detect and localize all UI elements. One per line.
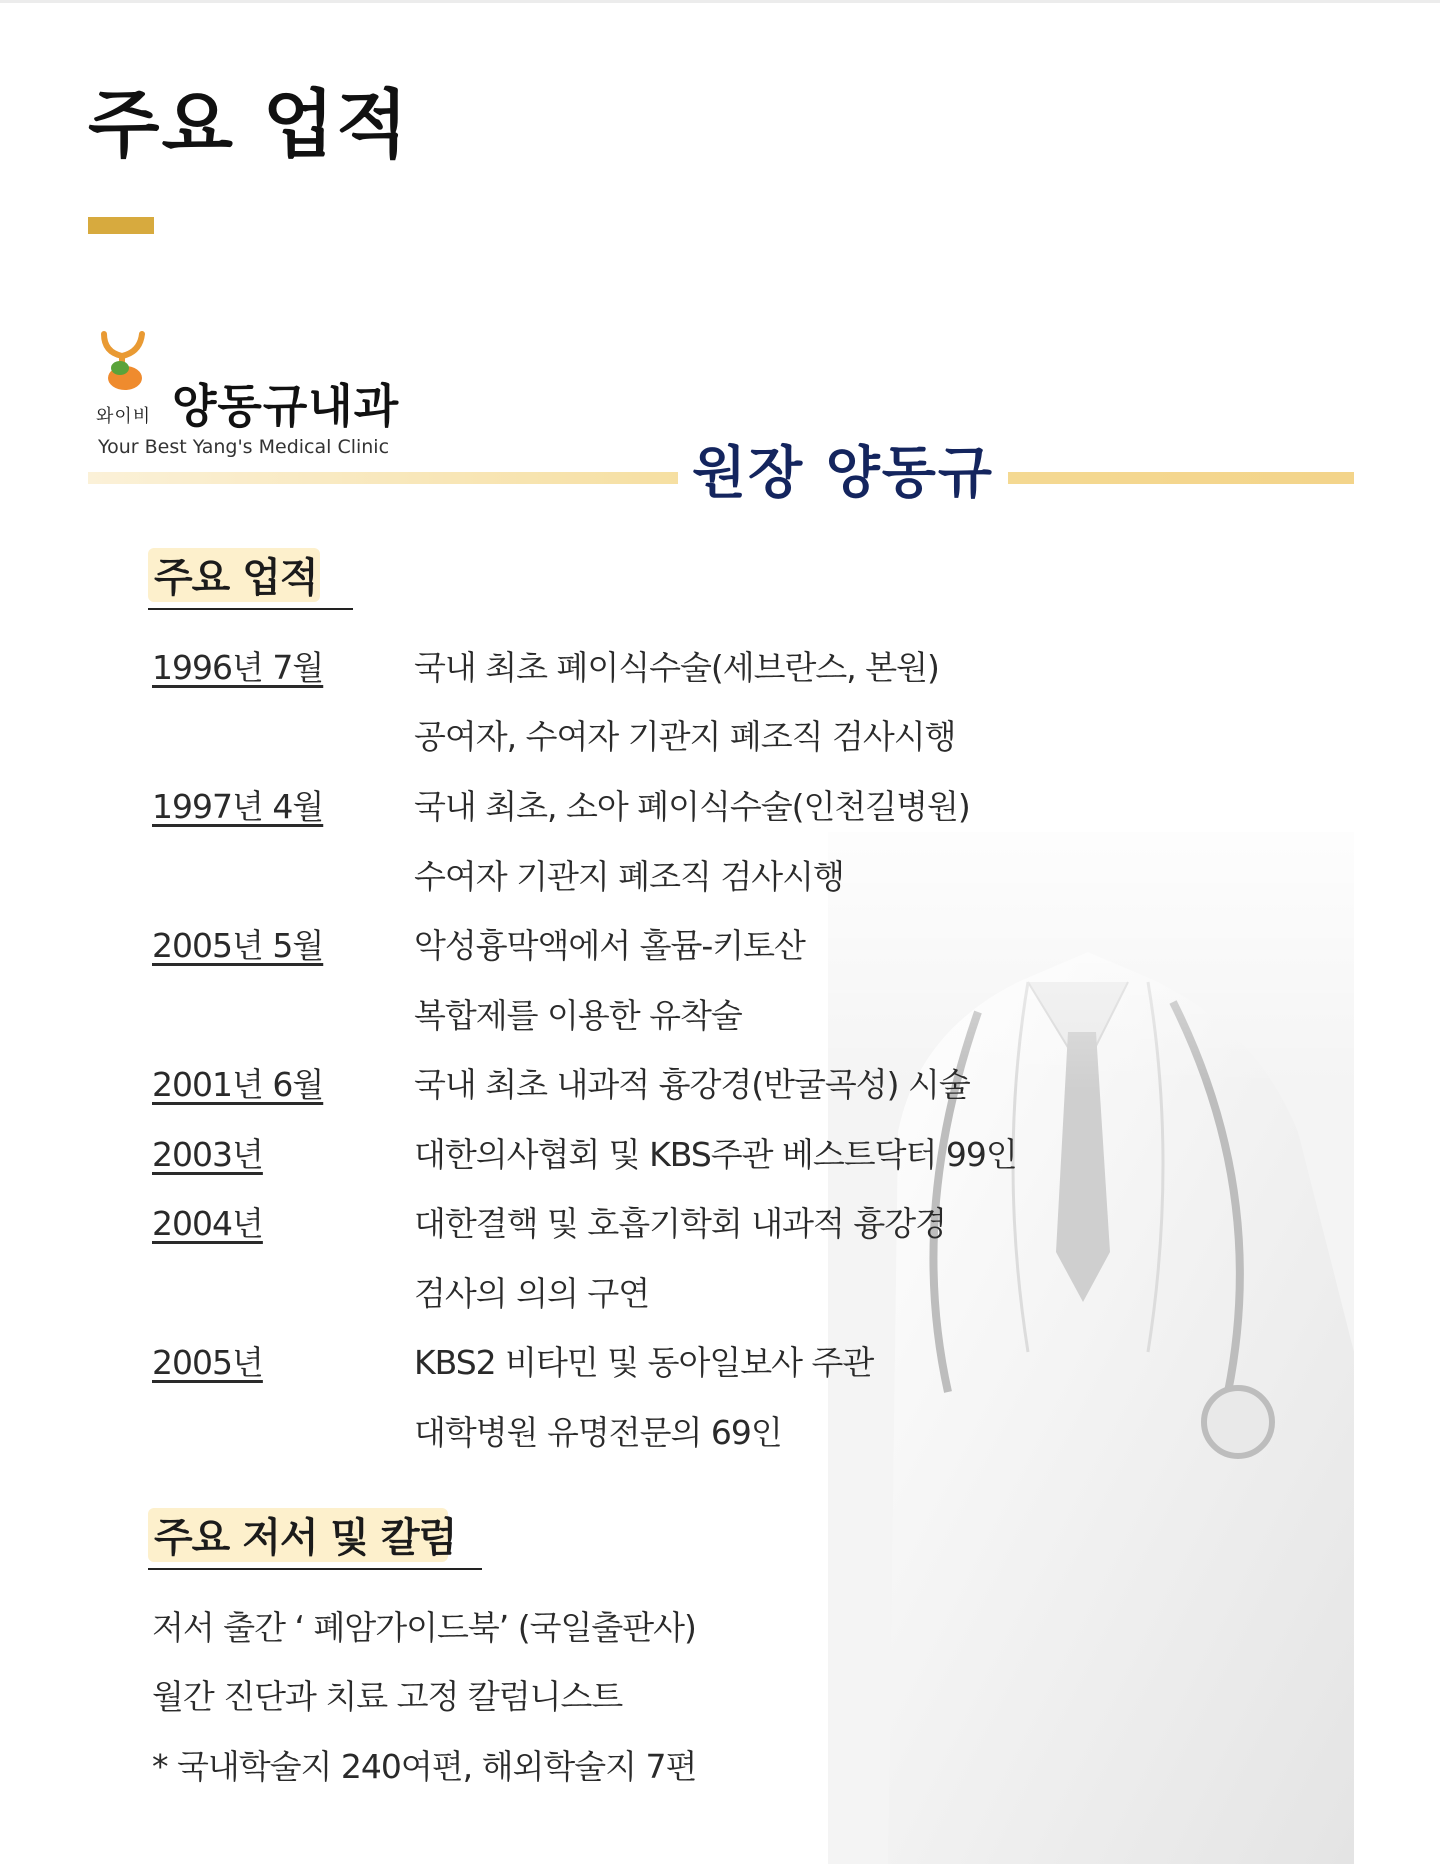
achievement-desc: 검사의 의의 구연 <box>414 1274 650 1313</box>
list-item <box>152 1198 1152 1254</box>
list-item <box>152 642 1152 698</box>
top-rule <box>0 0 1440 3</box>
achievement-desc: 공여자, 수여자 기관지 폐조직 검사시행 <box>414 717 956 756</box>
achievement-desc: 악성흉막액에서 홀뮴-키토산 <box>414 926 805 965</box>
list-item: * 국내학술지 240여편, 해외학술지 7편 <box>152 1747 697 1786</box>
logo-small-label: 와이비 <box>96 406 152 427</box>
achievement-desc: 대학병원 유명전문의 69인 <box>414 1413 782 1452</box>
list-item: 저서 출간 ‘ 폐암가이드북’ (국일출판사) <box>152 1608 696 1647</box>
list-item <box>152 851 1152 907</box>
achievements-heading <box>148 548 358 612</box>
achievement-date: 2003년 <box>152 1135 263 1174</box>
achievement-desc: 국내 최초 내과적 흉강경(반굴곡성) 시술 <box>414 1065 970 1104</box>
list-item: 월간 진단과 치료 고정 칼럼니스트 <box>152 1677 623 1716</box>
list-item <box>152 920 1152 976</box>
title-accent-bar <box>88 217 154 234</box>
achievement-date: 2005년 5월 <box>152 926 324 965</box>
achievement-date: 2001년 6월 <box>152 1065 324 1104</box>
achievement-desc: 대한결핵 및 호흡기학회 내과적 흉강경 <box>414 1204 947 1243</box>
heading-underline <box>148 608 353 610</box>
list-item <box>152 781 1152 837</box>
achievement-desc: 국내 최초, 소아 폐이식수술(인천길병원) <box>414 787 970 826</box>
list-item <box>152 711 1152 767</box>
list-item <box>152 1407 1152 1463</box>
achievement-date: 2005년 <box>152 1343 263 1382</box>
list-item <box>152 1268 1152 1324</box>
clinic-logo-icon <box>98 326 150 392</box>
page-title: 주요 업적 <box>88 82 410 168</box>
clinic-subtitle: Your Best Yang's Medical Clinic <box>98 436 390 458</box>
list-item <box>152 1129 1152 1185</box>
director-title: 원장 양동규 <box>692 441 994 506</box>
achievement-date: 1996년 7월 <box>152 648 324 687</box>
achievement-date: 1997년 4월 <box>152 787 324 826</box>
achievement-desc: KBS2 비타민 및 동아일보사 주관 <box>414 1343 874 1382</box>
clinic-name: 양동규내과 <box>172 379 400 433</box>
achievement-desc: 대한의사협회 및 KBS주관 베스트닥터 99인 <box>414 1135 1017 1174</box>
list-item <box>152 990 1152 1046</box>
achievement-desc: 복합제를 이용한 유착술 <box>414 996 742 1035</box>
director-title-wrap <box>678 438 1008 511</box>
profile-card <box>88 312 1354 1864</box>
heading-text: 주요 저서 및 칼럼 <box>154 1515 457 1561</box>
list-item <box>152 1337 1152 1393</box>
list-item <box>152 1059 1152 1115</box>
heading-underline <box>148 1568 482 1570</box>
achievement-date: 2004년 <box>152 1204 263 1243</box>
achievement-desc: 국내 최초 폐이식수술(세브란스, 본원) <box>414 648 939 687</box>
heading-text: 주요 업적 <box>154 555 318 601</box>
publications-heading <box>148 1508 488 1572</box>
achievement-desc: 수여자 기관지 폐조직 검사시행 <box>414 857 844 896</box>
